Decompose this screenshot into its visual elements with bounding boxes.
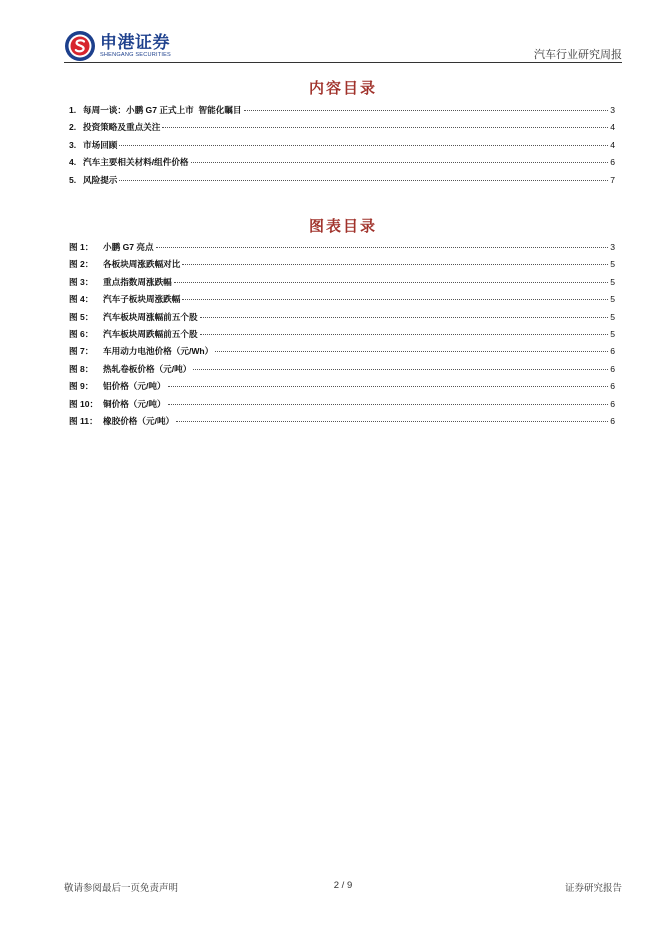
- toc-entry-page: 7: [610, 174, 615, 185]
- dot-leader: [162, 127, 608, 128]
- contents-entry[interactable]: [69, 174, 615, 191]
- contents-list: [69, 104, 615, 191]
- toc-entry-page: 6: [610, 363, 615, 374]
- dot-leader: [182, 264, 608, 265]
- dot-leader: [182, 299, 608, 300]
- dot-leader: [156, 247, 609, 248]
- dot-leader: [168, 404, 609, 405]
- toc-entry-label: 市场回顾: [83, 139, 118, 150]
- dot-leader: [193, 369, 608, 370]
- figure-entry[interactable]: [69, 415, 615, 432]
- figure-entry[interactable]: [69, 345, 615, 362]
- toc-entry-page: 3: [610, 105, 615, 115]
- toc-entry-number: 图 2：: [69, 259, 94, 270]
- toc-entry-number: 图 10：: [69, 398, 99, 409]
- figure-entry[interactable]: [69, 398, 615, 415]
- toc-entry-page: 3: [610, 242, 615, 252]
- dot-leader: [191, 162, 609, 163]
- toc-entry-page: 5: [610, 259, 615, 270]
- footer-disclaimer: 敬请参阅最后一页免责声明: [64, 883, 179, 894]
- figure-entry[interactable]: [69, 328, 615, 345]
- toc-entry-label: 重点指数周涨跌幅: [103, 276, 172, 287]
- toc-entry-number: 图 3：: [69, 276, 94, 287]
- toc-entry-page: 6: [610, 157, 615, 168]
- toc-entry-page: 5: [610, 328, 615, 339]
- figures-title: 图表目录: [308, 217, 377, 235]
- contents-entry[interactable]: [69, 121, 615, 138]
- toc-entry-number: 1.: [69, 105, 77, 115]
- figures-list: [69, 241, 615, 432]
- dot-leader: [119, 180, 608, 181]
- toc-entry-label: 汽车板块周跌幅前五个股: [103, 328, 198, 339]
- page-header: [64, 30, 622, 64]
- toc-entry-number: 图 6：: [69, 328, 94, 339]
- contents-entry[interactable]: [69, 156, 615, 173]
- toc-entry-label: 橡胶价格（元/吨）: [103, 415, 175, 426]
- figure-entry[interactable]: [69, 276, 615, 293]
- toc-entry-label: 铜价格（元/吨）: [103, 398, 166, 409]
- toc-entry-label: 汽车主要相关材料/组件价格: [83, 157, 189, 168]
- footer-doc-type: 证券研究报告: [564, 883, 622, 894]
- toc-entry-label: 热轧卷板价格（元/吨）: [103, 363, 192, 374]
- toc-entry-page: 5: [610, 276, 615, 287]
- dot-leader: [200, 317, 609, 318]
- toc-entry-label: 汽车子板块周涨跌幅: [103, 294, 181, 305]
- dot-leader: [215, 351, 608, 352]
- report-type: 汽车行业研究周报: [534, 49, 622, 61]
- dot-leader: [168, 386, 609, 387]
- contents-entry[interactable]: [69, 139, 615, 156]
- toc-entry-label: 投资策略及重点关注: [83, 122, 161, 133]
- toc-entry-number: 2.: [69, 122, 77, 133]
- figure-entry[interactable]: [69, 241, 615, 258]
- toc-entry-number: 图 5：: [69, 311, 94, 322]
- logo-english-name: SHENGANG SECURITIES: [100, 51, 171, 58]
- toc-entry-page: 6: [610, 381, 615, 392]
- toc-entry-number: 图 9：: [69, 381, 94, 392]
- figure-entry[interactable]: [69, 258, 615, 275]
- figure-entry[interactable]: [69, 311, 615, 328]
- dot-leader: [176, 421, 608, 422]
- dot-leader: [174, 282, 608, 283]
- toc-entry-number: 图 8：: [69, 363, 94, 374]
- toc-entry-number: 5.: [69, 174, 77, 185]
- toc-entry-label: 各板块周涨跌幅对比: [103, 259, 181, 270]
- toc-entry-page: 4: [610, 122, 615, 133]
- toc-entry-page: 6: [610, 346, 615, 357]
- figure-entry[interactable]: [69, 363, 615, 380]
- figure-entry[interactable]: [69, 293, 615, 310]
- page-number: 2 / 9: [333, 880, 353, 891]
- toc-entry-label: 风险提示: [83, 174, 118, 185]
- toc-entry-number: 3.: [69, 139, 77, 150]
- toc-entry-page: 4: [610, 139, 615, 150]
- dot-leader: [200, 334, 609, 335]
- company-logo: [64, 30, 171, 62]
- logo-chinese-name: 申港证券: [100, 32, 170, 52]
- toc-entry-label: 每周一谈：小鹏 G7 正式上市 智能化瞩目: [83, 105, 242, 115]
- toc-entry-page: 6: [610, 398, 615, 409]
- toc-entry-number: 图 7：: [69, 346, 94, 357]
- page-footer: [64, 880, 622, 894]
- toc-entry-label: 小鹏 G7 亮点: [103, 242, 154, 252]
- header-divider: [64, 62, 622, 63]
- toc-entry-label: 汽车板块周涨幅前五个股: [103, 311, 198, 322]
- toc-entry-number: 4.: [69, 157, 77, 168]
- toc-entry-number: 图 4：: [69, 294, 94, 305]
- dot-leader: [119, 145, 608, 146]
- toc-entry-page: 5: [610, 294, 615, 305]
- toc-entry-number: 图 11：: [69, 415, 98, 426]
- toc-entry-label: 车用动力电池价格（元/Wh）: [103, 346, 214, 357]
- contents-title: 内容目录: [308, 79, 377, 97]
- toc-entry-number: 图 1：: [69, 242, 94, 252]
- dot-leader: [244, 110, 609, 111]
- shengang-logo-icon: [64, 30, 96, 62]
- figure-entry[interactable]: [69, 380, 615, 397]
- toc-entry-label: 铝价格（元/吨）: [103, 381, 166, 392]
- toc-entry-page: 5: [610, 311, 615, 322]
- contents-entry[interactable]: [69, 104, 615, 121]
- toc-entry-page: 6: [610, 415, 615, 426]
